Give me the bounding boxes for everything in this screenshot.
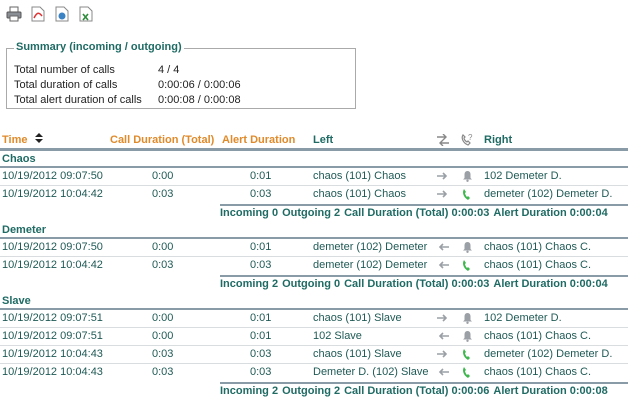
total-call: Call Duration (Total) 0:00:06 [344, 385, 490, 397]
column-header-right[interactable]: Right [484, 134, 513, 146]
left-party: chaos (101) Slave [313, 348, 402, 360]
left-party: chaos (101) Chaos [313, 188, 406, 200]
total-outgoing: Outgoing 2 [282, 385, 341, 397]
right-party: demeter (102) Demeter D. [484, 348, 613, 360]
arrow-right-icon [436, 311, 450, 325]
row-divider [0, 363, 628, 364]
left-party: chaos (101) Chaos [313, 170, 406, 182]
group-name-demeter: Demeter [2, 224, 47, 236]
sort-icon[interactable] [35, 133, 43, 147]
arrow-right-icon [436, 347, 450, 361]
call-time: 10/19/2012 09:07:51 [2, 330, 103, 342]
left-party: 102 Slave [313, 330, 362, 342]
arrow-left-icon [436, 240, 450, 254]
call-duration: 0:00 [152, 170, 174, 182]
phone-icon [460, 347, 474, 361]
arrow-right-icon [436, 169, 450, 183]
column-header-alert-duration[interactable]: Alert Duration [222, 134, 296, 146]
alert-duration: 0:01 [250, 330, 272, 342]
right-party: chaos (101) Chaos C. [484, 330, 591, 342]
group-name-slave: Slave [2, 295, 31, 307]
group-divider [0, 237, 628, 239]
summary-value: 0:00:06 / 0:00:06 [158, 79, 241, 91]
call-duration: 0:00 [152, 241, 174, 253]
alert-duration: 0:01 [250, 312, 272, 324]
bell-icon [460, 169, 474, 183]
total-alert: Alert Duration 0:00:04 [493, 207, 608, 219]
row-divider [0, 256, 628, 257]
alert-duration: 0:01 [250, 241, 272, 253]
printer-icon[interactable] [6, 5, 22, 23]
summary-box [6, 41, 356, 109]
excel-icon[interactable] [78, 5, 94, 23]
group-total [220, 382, 628, 399]
total-incoming: Incoming 0 [220, 207, 279, 219]
column-header-call-duration[interactable]: Call Duration (Total) [110, 134, 215, 146]
phone-icon [460, 187, 474, 201]
right-party: chaos (101) Chaos C. [484, 366, 591, 378]
total-call: Call Duration (Total) 0:00:03 [344, 278, 490, 290]
csv-icon[interactable] [54, 5, 70, 23]
call-duration: 0:03 [152, 259, 174, 271]
group-divider [0, 166, 628, 168]
total-incoming: Incoming 2 [220, 385, 279, 397]
right-party: 102 Demeter D. [484, 312, 562, 324]
arrow-left-icon [436, 258, 450, 272]
call-duration: 0:00 [152, 330, 174, 342]
summary-value: 4 / 4 [158, 64, 180, 76]
right-party: demeter (102) Demeter D. [484, 188, 613, 200]
summary-label: Total duration of calls [14, 79, 118, 91]
call-time: 10/19/2012 09:07:50 [2, 241, 103, 253]
alert-duration: 0:01 [250, 170, 272, 182]
right-party: chaos (101) Chaos C. [484, 259, 591, 271]
summary-label: Total alert duration of calls [14, 94, 142, 106]
arrow-left-icon [436, 365, 450, 379]
call-time: 10/19/2012 10:04:43 [2, 348, 103, 360]
phone-icon [460, 365, 474, 379]
total-outgoing: Outgoing 0 [282, 278, 341, 290]
left-party: demeter (102) Demeter [313, 241, 428, 253]
bell-icon [460, 329, 474, 343]
total-call: Call Duration (Total) 0:00:03 [344, 207, 490, 219]
total-alert: Alert Duration 0:00:08 [493, 385, 608, 397]
bell-icon [460, 311, 474, 325]
row-divider [0, 345, 628, 346]
call-duration: 0:03 [152, 366, 174, 378]
direction-column-icon [436, 133, 450, 147]
alert-duration: 0:03 [250, 366, 272, 378]
call-time: 10/19/2012 10:04:43 [2, 366, 103, 378]
total-alert: Alert Duration 0:00:04 [493, 278, 608, 290]
group-total [220, 275, 628, 292]
right-party: chaos (101) Chaos C. [484, 241, 591, 253]
svg-text:?: ? [468, 133, 473, 142]
bell-icon [460, 240, 474, 254]
total-incoming: Incoming 2 [220, 278, 279, 290]
group-divider [0, 308, 628, 310]
right-party: 102 Demeter D. [484, 170, 562, 182]
call-status-column-icon [460, 133, 474, 147]
column-header-time[interactable] [2, 133, 43, 147]
phone-icon [460, 258, 474, 272]
header-divider [0, 148, 628, 151]
group-total [220, 204, 628, 221]
left-party: demeter (102) Demeter [313, 259, 428, 271]
total-outgoing: Outgoing 2 [282, 207, 341, 219]
call-time: 10/19/2012 09:07:50 [2, 170, 103, 182]
summary-value: 0:00:08 / 0:00:08 [158, 94, 241, 106]
arrow-right-icon [436, 187, 450, 201]
summary-label: Total number of calls [14, 64, 115, 76]
alert-duration: 0:03 [250, 348, 272, 360]
summary-title: Summary (incoming / outgoing) [16, 41, 182, 53]
call-time: 10/19/2012 09:07:51 [2, 312, 103, 324]
call-time: 10/19/2012 10:04:42 [2, 259, 103, 271]
call-duration: 0:03 [152, 348, 174, 360]
arrow-left-icon [436, 329, 450, 343]
pdf-icon[interactable] [30, 5, 46, 23]
group-name-chaos: Chaos [2, 153, 36, 165]
row-divider [0, 185, 628, 186]
call-duration: 0:00 [152, 312, 174, 324]
left-party: chaos (101) Slave [313, 312, 402, 324]
alert-duration: 0:03 [250, 259, 272, 271]
call-time: 10/19/2012 10:04:42 [2, 188, 103, 200]
row-divider [0, 327, 628, 328]
call-duration: 0:03 [152, 188, 174, 200]
column-header-left[interactable]: Left [313, 134, 334, 146]
export-toolbar [6, 5, 94, 25]
alert-duration: 0:03 [250, 188, 272, 200]
left-party: Demeter D. (102) Slave [313, 366, 429, 378]
column-header-label: Time [2, 134, 28, 146]
